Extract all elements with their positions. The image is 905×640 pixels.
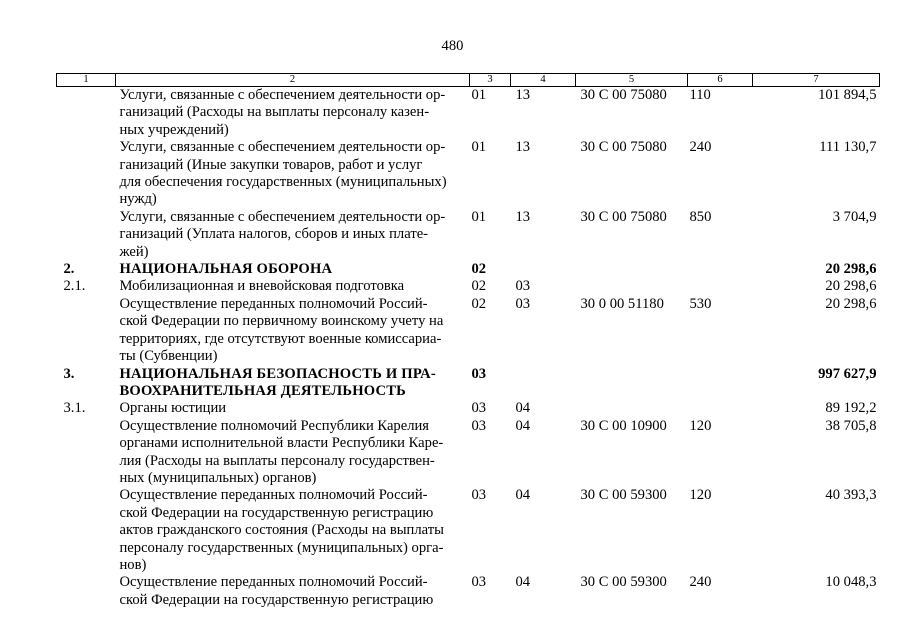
expense-type-cell [688,400,753,417]
row-name-line: НАЦИОНАЛЬНАЯ БЕЗОПАСНОСТЬ И ПРА- [119,365,436,382]
expense-type-cell: 120 [689,417,712,434]
table-row [57,418,880,488]
expense-type-cell [688,261,753,278]
amount-cell: 40 393,3 [825,487,877,504]
section-code-cell: 02 [471,295,487,312]
expense-type-cell [688,366,753,401]
subsection-code-cell: 13 [515,208,531,225]
budget-table [56,73,880,609]
subsection-code-cell: 04 [515,487,531,504]
subsection-code-cell: 04 [515,400,531,417]
table-row [57,366,880,401]
row-name-cell [116,87,470,140]
row-number-cell [57,418,116,488]
subsection-code-cell: 04 [515,574,531,591]
row-name-line: Услуги, связанные с обеспечением деятельности ор- [119,208,446,225]
table-row [57,296,880,366]
amount-cell: 3 704,9 [832,208,877,225]
row-name-line: Мобилизационная и вневойсковая подготовка [119,278,405,295]
column-header: 6 [688,74,753,87]
row-number-cell: 2. [63,261,75,278]
target-article-cell: 30 С 00 75080 [580,139,667,156]
table-row [57,574,880,609]
expense-type-cell: 850 [689,208,712,225]
table-row [57,278,880,295]
table-body [57,87,880,610]
target-article-cell: 30 С 00 75080 [580,208,667,225]
section-code-cell: 03 [471,365,487,382]
table-row [57,261,880,278]
row-name-line: Услуги, связанные с обеспечением деятельности ор- [119,139,446,156]
row-number-cell [57,574,116,609]
row-number-cell: 2.1. [63,278,86,295]
row-number-cell [57,87,116,140]
subsection-code-cell [511,261,576,278]
row-name-line: ты (Субвенции) [119,348,218,365]
row-name-line: Осуществление переданных полномочий Россий- [119,574,428,591]
column-header: 3 [470,74,511,87]
target-article-cell [576,278,688,295]
section-code-cell: 01 [471,87,487,103]
subsection-code-cell: 04 [515,417,531,434]
row-name-line: нужд) [119,191,157,208]
subsection-code-cell [511,366,576,401]
expense-type-cell [688,278,753,295]
expense-type-cell: 110 [689,87,711,103]
row-name-line: для обеспечения государственных (муниципальных) [119,174,447,191]
row-name-line: актов гражданского состояния (Расходы на выплаты [119,522,444,539]
column-number-row [57,74,880,87]
table-row [57,487,880,574]
amount-cell: 111 130,7 [819,139,877,156]
row-name-line: Осуществление переданных полномочий Россий- [119,295,428,312]
row-name-line: ской Федерации на государственную регистрацию [119,591,434,608]
page-number: 480 [441,38,464,54]
row-name-line: НАЦИОНАЛЬНАЯ ОБОРОНА [119,261,333,278]
section-code-cell: 03 [471,487,487,504]
target-article-cell [576,400,688,417]
subsection-code-cell: 03 [515,278,531,295]
table-row [57,139,880,209]
row-name-cell [116,400,470,417]
row-name-line: жей) [119,243,149,260]
expense-type-cell: 240 [689,574,712,591]
row-name-line: ганизаций (Уплата налогов, сборов и иных плате- [119,226,429,243]
subsection-code-cell: 13 [515,87,531,103]
target-article-cell [576,261,688,278]
row-name-line: ганизаций (Расходы на выплаты персоналу казен- [119,104,430,121]
row-name-line: лия (Расходы на выплаты персоналу государствен- [119,452,435,469]
section-code-cell: 01 [471,139,487,156]
row-number-cell [57,139,116,209]
row-number-cell [57,296,116,366]
section-code-cell: 02 [471,278,487,295]
amount-cell: 10 048,3 [825,574,877,591]
amount-cell: 20 298,6 [825,278,877,295]
amount-cell: 997 627,9 [818,365,877,382]
row-name-line: персоналу государственных (муниципальных) орга- [119,539,444,556]
row-name-line: Осуществление полномочий Республики Карелия [119,417,430,434]
row-name-line: Органы юстиции [119,400,227,417]
table-row [57,209,880,261]
row-name-cell [116,574,470,609]
amount-cell: 38 705,8 [825,417,877,434]
table-row [57,400,880,417]
row-name-cell [116,418,470,488]
row-name-line: Услуги, связанные с обеспечением деятельности ор- [119,87,446,103]
amount-cell: 20 298,6 [825,295,877,312]
table-row [57,87,880,140]
section-code-cell: 02 [471,261,487,278]
amount-cell: 20 298,6 [825,261,877,278]
section-code-cell: 03 [471,574,487,591]
row-name-line: ганизаций (Иные закупки товаров, работ и услуг [119,156,423,173]
target-article-cell [576,366,688,401]
row-name-cell [116,366,470,401]
row-name-line: нов) [119,556,147,573]
section-code-cell: 03 [471,400,487,417]
row-number-cell: 3. [63,365,75,382]
target-article-cell: 30 С 00 10900 [580,417,667,434]
row-number-cell [57,209,116,261]
row-name-line: органами исполнительной власти Республики Каре- [119,435,444,452]
row-name-cell [116,487,470,574]
row-name-cell [116,261,470,278]
subsection-code-cell: 13 [515,139,531,156]
row-name-cell [116,296,470,366]
column-header: 5 [576,74,688,87]
row-name-cell [116,209,470,261]
expense-type-cell: 120 [689,487,712,504]
row-name-cell [116,139,470,209]
column-header: 1 [57,74,116,87]
row-number-cell [57,487,116,574]
row-name-line: ных (муниципальных) органов) [119,469,317,486]
expense-type-cell: 240 [689,139,712,156]
row-name-line: ской Федерации по первичному воинскому учету на [119,313,444,330]
row-name-line: Осуществление переданных полномочий Россий- [119,487,428,504]
row-name-line: ных учреждений) [119,121,229,138]
column-header: 4 [511,74,576,87]
target-article-cell: 30 С 00 75080 [580,87,667,103]
subsection-code-cell: 03 [515,295,531,312]
section-code-cell: 03 [471,417,487,434]
section-code-cell: 01 [471,208,487,225]
row-name-line: территориях, где отсутствуют военные комиссариа- [119,330,442,347]
column-header: 2 [116,74,470,87]
target-article-cell: 30 0 00 51180 [580,295,664,312]
row-name-cell [116,278,470,295]
row-number-cell: 3.1. [63,400,86,417]
amount-cell: 101 894,5 [818,87,877,103]
target-article-cell: 30 С 00 59300 [580,574,667,591]
row-name-line: ВООХРАНИТЕЛЬНАЯ ДЕЯТЕЛЬНОСТЬ [119,382,407,399]
amount-cell: 89 192,2 [825,400,877,417]
row-name-line: ской Федерации на государственную регистрацию [119,504,434,521]
column-header: 7 [753,74,880,87]
target-article-cell: 30 С 00 59300 [580,487,667,504]
expense-type-cell: 530 [689,295,712,312]
